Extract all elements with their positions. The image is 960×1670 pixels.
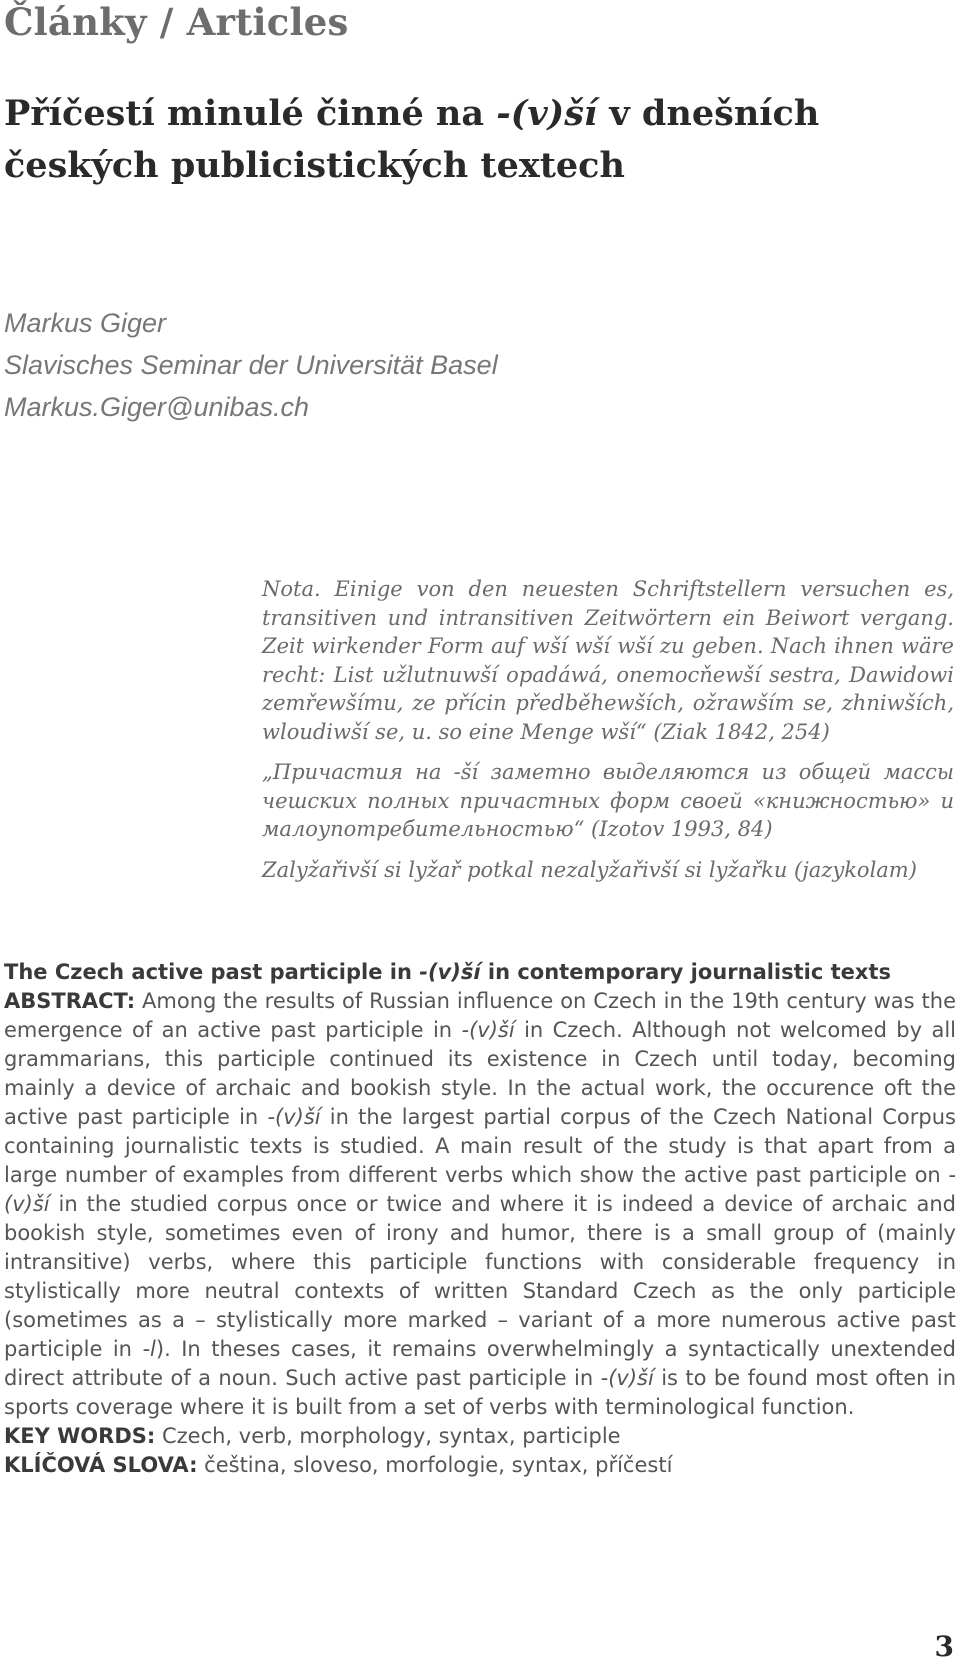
abstract-suffix: -(v)ší — [600, 1366, 654, 1390]
author-block — [4, 302, 498, 428]
key-words — [4, 1422, 956, 1451]
abstract-suffix: -l — [142, 1337, 156, 1361]
klicova-slova — [4, 1451, 956, 1480]
page-number: 3 — [934, 1630, 954, 1663]
klicova-slova-label: KLÍČOVÁ SLOVA: — [4, 1453, 198, 1477]
key-words-text: Czech, verb, morphology, syntax, participle — [155, 1424, 621, 1448]
abstract-text: in Czech. Although not welcomed by all grammarians, this participle continued its existence in Czech until today, becoming mainly a device of archaic and bookish style. In the actual work, the occurence oft the active past participle in — [4, 1018, 956, 1129]
abstract-body — [4, 987, 956, 1422]
title-suffix: -(v)ší — [496, 93, 598, 134]
title-part1: Příčestí minulé činné na — [4, 93, 497, 134]
abstract-suffix: -(v)ší — [267, 1105, 321, 1129]
author-email: Markus.Giger@unibas.ch — [4, 392, 310, 422]
epigraph-izotov: „Причастия на -ší заметно выделяются из общей массы чешских полных причастных форм своей «книжностью» и малоупотребительностью“ (Izotov 1993, 84) — [262, 760, 954, 841]
abstract-heading-part1: The Czech active past participle in — [4, 960, 420, 984]
abstract-heading-part2: in contemporary journalistic texts — [480, 960, 891, 984]
author-affiliation: Slavisches Seminar der Universität Basel — [4, 350, 498, 380]
epigraph-ziak: Nota. Einige von den neuesten Schriftstellern versuchen es, transitiven und intransitiven Zeitwörtern ein Beiwort vergang. Zeit wirkender Form auf wší wší wší zu geben. Nach ihnen wäre recht: List užlutnuwší opadáwá, onemocňewší sestra, Dawidowi zemřewšímu, ze přícin předběhewších, ožrawším se, zhniwších, wloudiwší se, u. so eine Menge wší“ (Ziak 1842, 254) — [262, 577, 954, 744]
abstract-section — [4, 958, 956, 1480]
author-name: Markus Giger — [4, 308, 167, 338]
epigraphs — [262, 575, 954, 884]
epigraph-jazykolam: Zalyžařivší si lyžař potkal nezalyžařivší si lyžařku (jazykolam) — [262, 857, 917, 882]
abstract-text: ). In theses cases, it remains overwhelmingly a syntactically unextended direct attribute of a noun. Such active past participle in — [4, 1337, 956, 1390]
article-title — [4, 88, 904, 192]
klicova-slova-text: čeština, sloveso, morfologie, syntax, příčestí — [197, 1453, 673, 1477]
section-label: Články / Articles — [4, 0, 349, 44]
key-words-label: KEY WORDS: — [4, 1424, 156, 1448]
abstract-text: is to be found most often in sports coverage where it is built from a set of verbs with terminological function. — [4, 1366, 956, 1419]
abstract-text: in the largest partial corpus of the Czech National Corpus containing journalistic texts is studied. A main result of the study is that apart from a large number of examples from different verbs which show the active past participle on — [4, 1105, 956, 1187]
abstract-label: ABSTRACT: — [4, 989, 136, 1013]
abstract-suffix: -(v)ší — [4, 1163, 956, 1216]
abstract-heading-suffix: -(v)ší — [419, 960, 481, 984]
abstract-suffix: -(v)ší — [461, 1018, 515, 1042]
title-part2: v dnešních českých publicistických textech — [4, 93, 820, 186]
abstract-heading — [4, 958, 956, 987]
abstract-text: Among the results of Russian influence on Czech in the 19th century was the emergence of an active past participle in — [4, 989, 956, 1042]
abstract-text: in the studied corpus once or twice and where it is indeed a device of archaic and bookish style, sometimes even of irony and humor, there is a small group of (mainly intransitive) verbs, where this participle functions with considerable frequency in stylistically more neutral contexts of written Standard Czech as the only participle (sometimes as a – stylistically more marked – variant of a more numerous active past participle in — [4, 1192, 956, 1361]
